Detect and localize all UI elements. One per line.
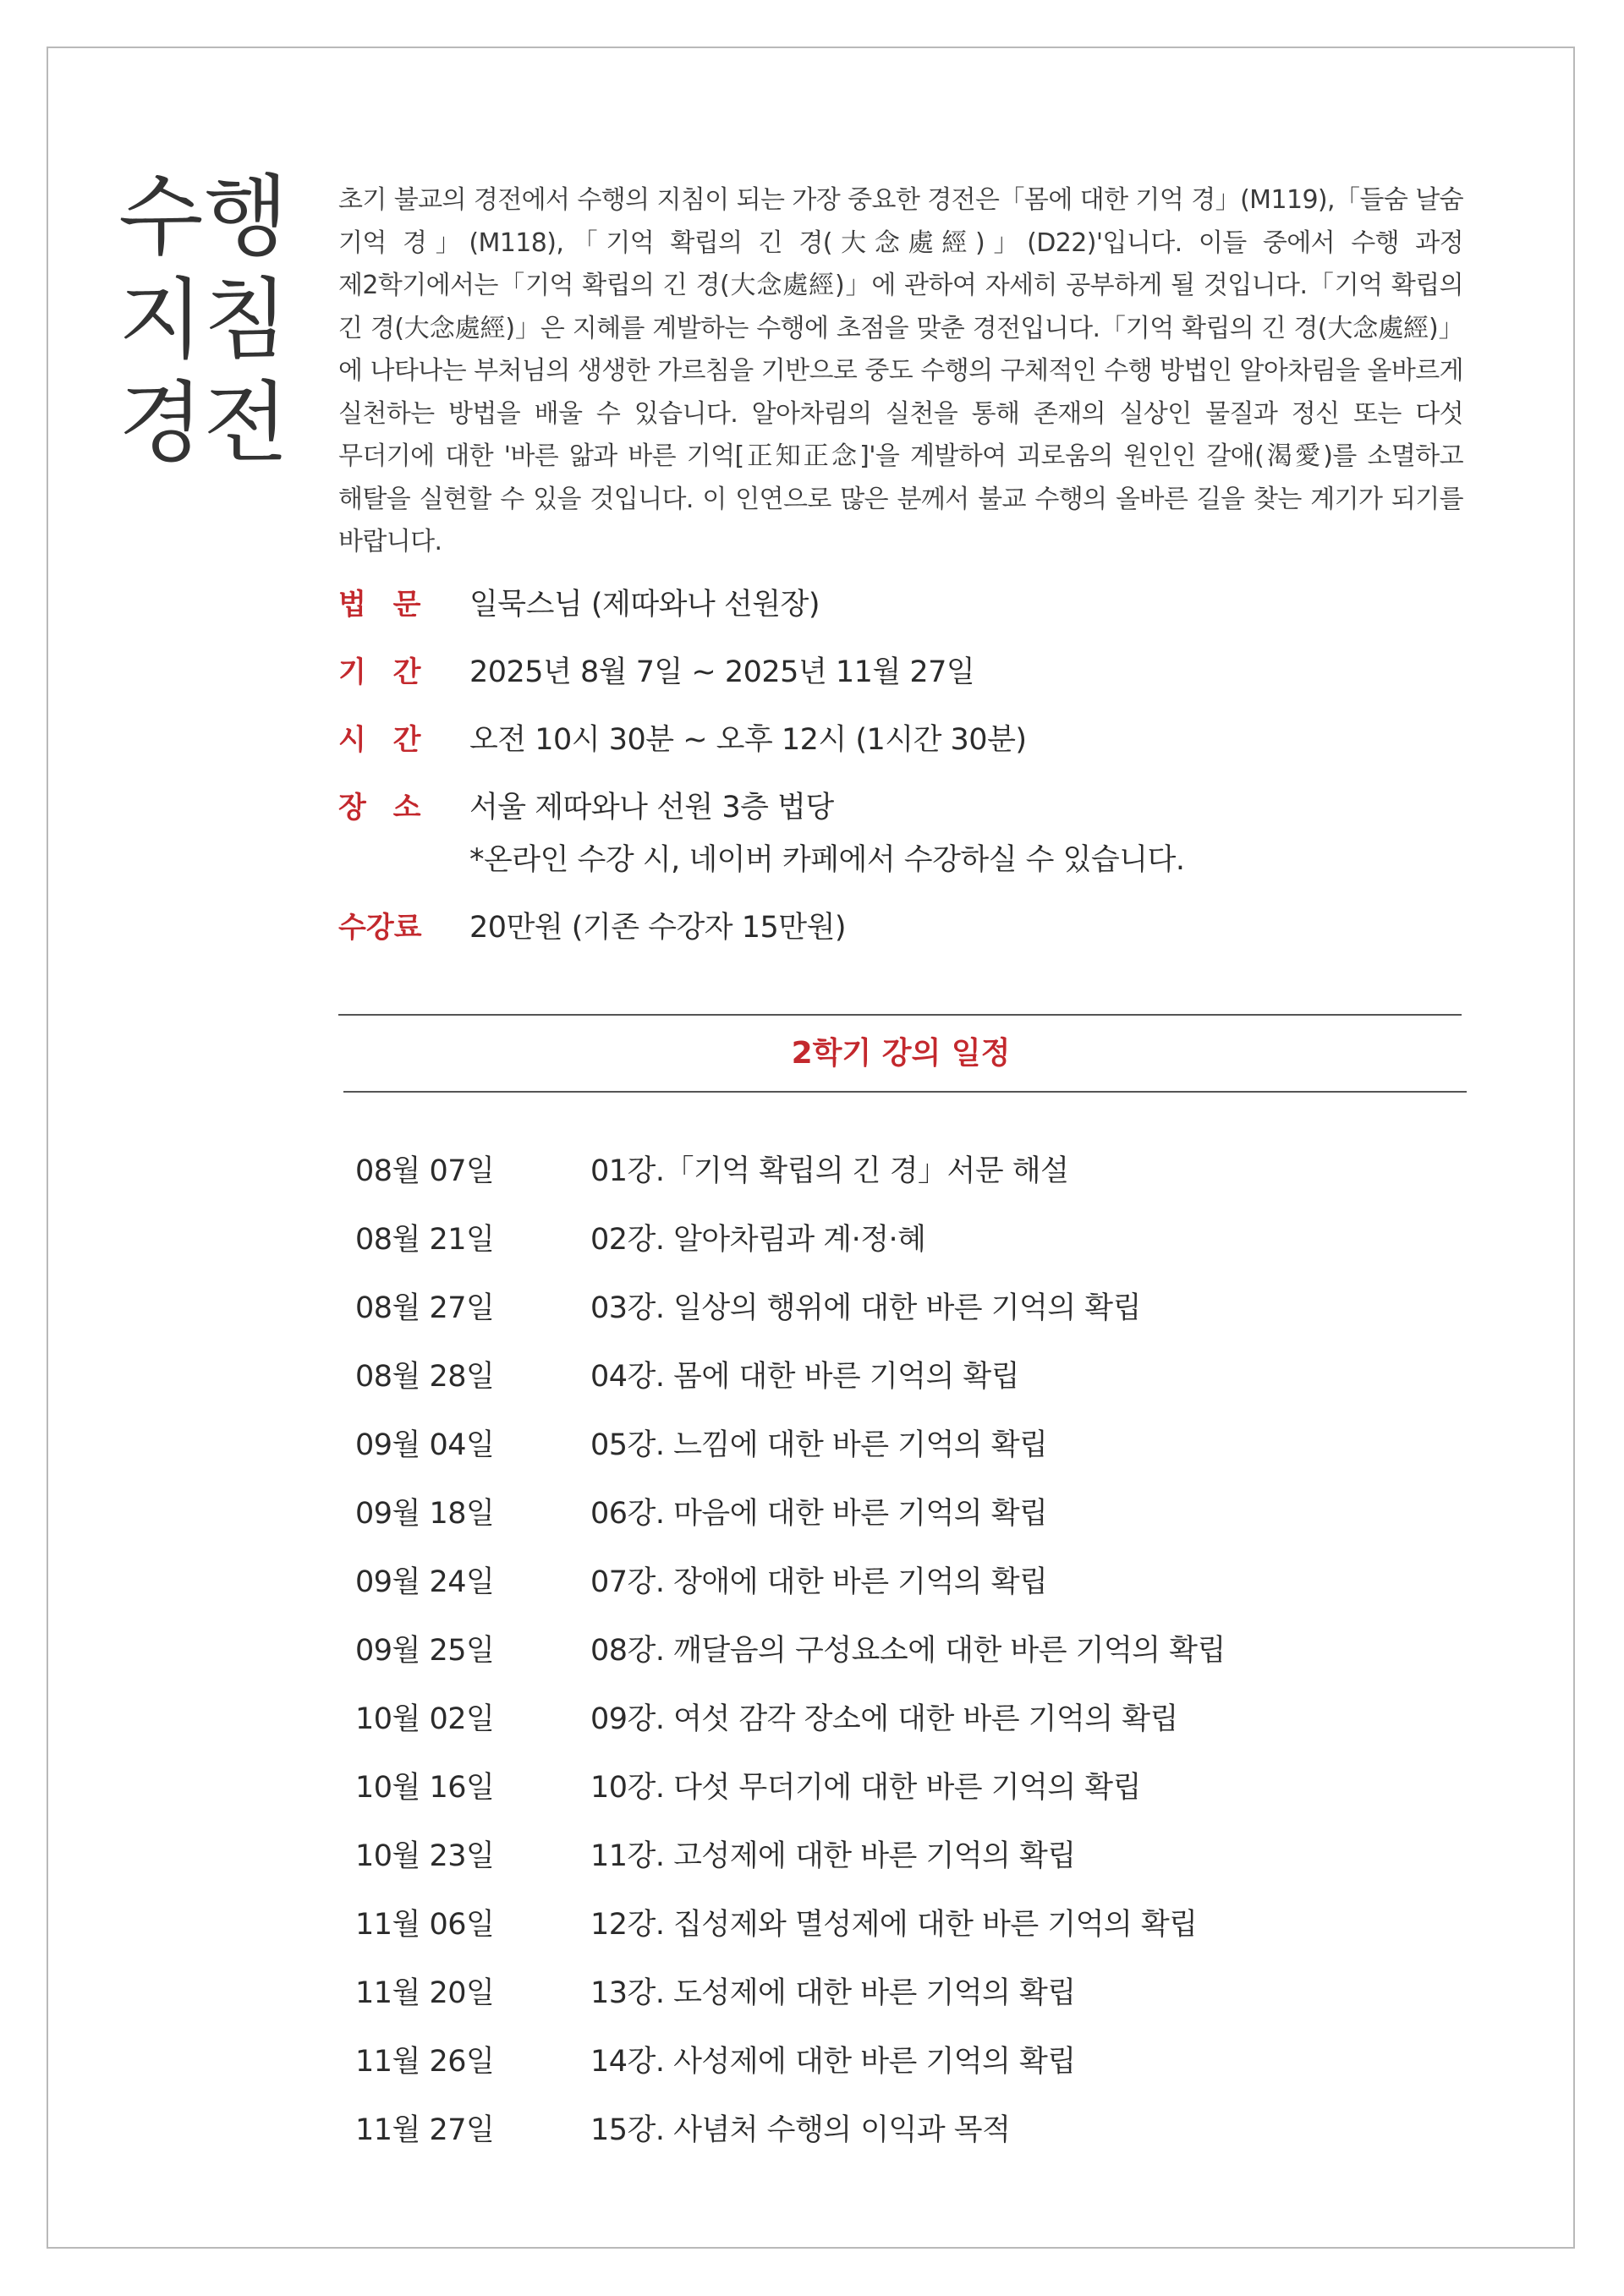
schedule-row — [355, 1972, 1455, 2041]
schedule-date: 08월 27일 — [355, 1291, 495, 1325]
schedule-date: 11월 06일 — [355, 1908, 495, 1942]
title-line-1: 수행 — [118, 165, 288, 268]
schedule-lecture: 10강. 다섯 무더기에 대한 바른 기억의 확립 — [590, 1771, 1141, 1805]
schedule-lecture: 06강. 마음에 대한 바른 기억의 확립 — [590, 1497, 1048, 1531]
schedule-row — [355, 2041, 1455, 2109]
info-row-fee — [338, 907, 1463, 949]
schedule-row — [355, 1561, 1455, 1630]
schedule-date: 09월 25일 — [355, 1634, 495, 1668]
schedule-top-divider — [338, 1014, 1462, 1016]
lecturer-value: 일묵스님 (제따와나 선원장) — [469, 588, 820, 622]
schedule-lecture: 01강.「기억 확립의 긴 경」서문 해설 — [590, 1154, 1069, 1188]
info-row-lecturer — [338, 584, 1463, 626]
place-value: 서울 제따와나 선원 3층 법당 — [469, 791, 834, 825]
place-label: 장 소 — [338, 791, 430, 825]
info-row-time — [338, 719, 1463, 761]
schedule-row — [355, 1767, 1455, 1835]
info-row-place — [338, 786, 1463, 881]
time-label: 시 간 — [338, 723, 430, 757]
intro-paragraph: 초기 불교의 경전에서 수행의 지침이 되는 가장 중요한 경전은「몸에 대한 기억 경」(M119),「들숨 날숨 기억 경」(M118),「기억 확립의 긴 경(大念處經)」(D22)'입니다. 이들 중에서 수행 과정 제2학기에서는「기억 확립의 긴 경(大念處經)」에 관하여 자세히 공부하게 될 것입니다.「기억 확립의 긴 경(大念處經)」은 지혜를 계발하는 수행에 초점을 맞춘 경전입니다.「기억 확립의 긴 경(大念處經)」에 나타나는 부처님의 생생한 가르침을 기반으로 중도 수행의 구체적인 수행 방법인 알아차림을 올바르게 실천하는 방법을 배울 수 있습니다. 알아차림의 실천을 통해 존재의 실상인 물질과 정신 또는 다섯 무더기에 대한 '바른 앎과 바른 기억[正知正念]'을 계발하여 괴로움의 원인인 갈애(渴愛)를 소멸하고 해탈을 실현할 수 있을 것입니다. 이 인연으로 많은 분께서 불교 수행의 올바른 길을 찾는 계기가 되기를 바랍니다. — [338, 185, 1463, 556]
schedule-list — [355, 1150, 1455, 2178]
period-label: 기 간 — [338, 655, 430, 689]
title-line-3: 경전 — [118, 371, 288, 474]
schedule-row — [355, 1424, 1455, 1493]
schedule-row — [355, 1150, 1455, 1219]
schedule-date: 10월 16일 — [355, 1771, 495, 1805]
schedule-date: 09월 24일 — [355, 1565, 495, 1599]
schedule-date: 11월 27일 — [355, 2113, 495, 2147]
title-line-2: 지침 — [118, 268, 288, 371]
fee-label: 수강료 — [338, 911, 422, 945]
schedule-row — [355, 1835, 1455, 1904]
schedule-row — [355, 1904, 1455, 1972]
lecturer-label: 법 문 — [338, 588, 430, 622]
schedule-lecture: 12강. 집성제와 멸성제에 대한 바른 기억의 확립 — [590, 1908, 1198, 1942]
schedule-row — [355, 1630, 1455, 1698]
schedule-row — [355, 1356, 1455, 1424]
period-value: 2025년 8월 7일 ~ 2025년 11월 27일 — [469, 655, 975, 689]
schedule-date: 08월 07일 — [355, 1154, 495, 1188]
schedule-bottom-divider — [343, 1091, 1467, 1093]
schedule-lecture: 08강. 깨달음의 구성요소에 대한 바른 기억의 확립 — [590, 1634, 1226, 1668]
schedule-lecture: 02강. 알아차림과 계·정·혜 — [590, 1223, 926, 1257]
schedule-date: 09월 04일 — [355, 1428, 495, 1462]
schedule-lecture: 13강. 도성제에 대한 바른 기억의 확립 — [590, 1976, 1076, 2010]
schedule-lecture: 03강. 일상의 행위에 대한 바른 기억의 확립 — [590, 1291, 1141, 1325]
schedule-date: 08월 21일 — [355, 1223, 495, 1257]
info-row-period — [338, 651, 1463, 693]
schedule-lecture: 14강. 사성제에 대한 바른 기억의 확립 — [590, 2045, 1076, 2079]
schedule-date: 09월 18일 — [355, 1497, 495, 1531]
place-note: *온라인 수강 시, 네이버 카페에서 수강하실 수 있습니다. — [469, 843, 1185, 877]
schedule-date: 10월 02일 — [355, 1702, 495, 1736]
schedule-lecture: 04강. 몸에 대한 바른 기억의 확립 — [590, 1360, 1020, 1394]
place-value-group — [469, 786, 1184, 881]
info-section — [338, 584, 1463, 974]
schedule-row — [355, 1287, 1455, 1356]
page-title — [118, 165, 304, 474]
schedule-lecture: 07강. 장애에 대한 바른 기억의 확립 — [590, 1565, 1048, 1599]
schedule-date: 11월 20일 — [355, 1976, 495, 2010]
schedule-lecture: 11강. 고성제에 대한 바른 기억의 확립 — [590, 1839, 1076, 1873]
fee-value: 20만원 (기존 수강자 15만원) — [469, 911, 847, 945]
schedule-row — [355, 1219, 1455, 1287]
schedule-date: 11월 26일 — [355, 2045, 495, 2079]
time-value: 오전 10시 30분 ~ 오후 12시 (1시간 30분) — [469, 723, 1027, 757]
schedule-lecture: 09강. 여섯 감각 장소에 대한 바른 기억의 확립 — [590, 1702, 1178, 1736]
schedule-date: 08월 28일 — [355, 1360, 495, 1394]
schedule-lecture: 05강. 느낌에 대한 바른 기억의 확립 — [590, 1428, 1048, 1462]
schedule-row — [355, 1493, 1455, 1561]
schedule-title: 2학기 강의 일정 — [791, 1036, 1011, 1071]
schedule-row — [355, 1698, 1455, 1767]
schedule-row — [355, 2109, 1455, 2178]
schedule-date: 10월 23일 — [355, 1839, 495, 1873]
schedule-lecture: 15강. 사념처 수행의 이익과 목적 — [590, 2113, 1011, 2147]
